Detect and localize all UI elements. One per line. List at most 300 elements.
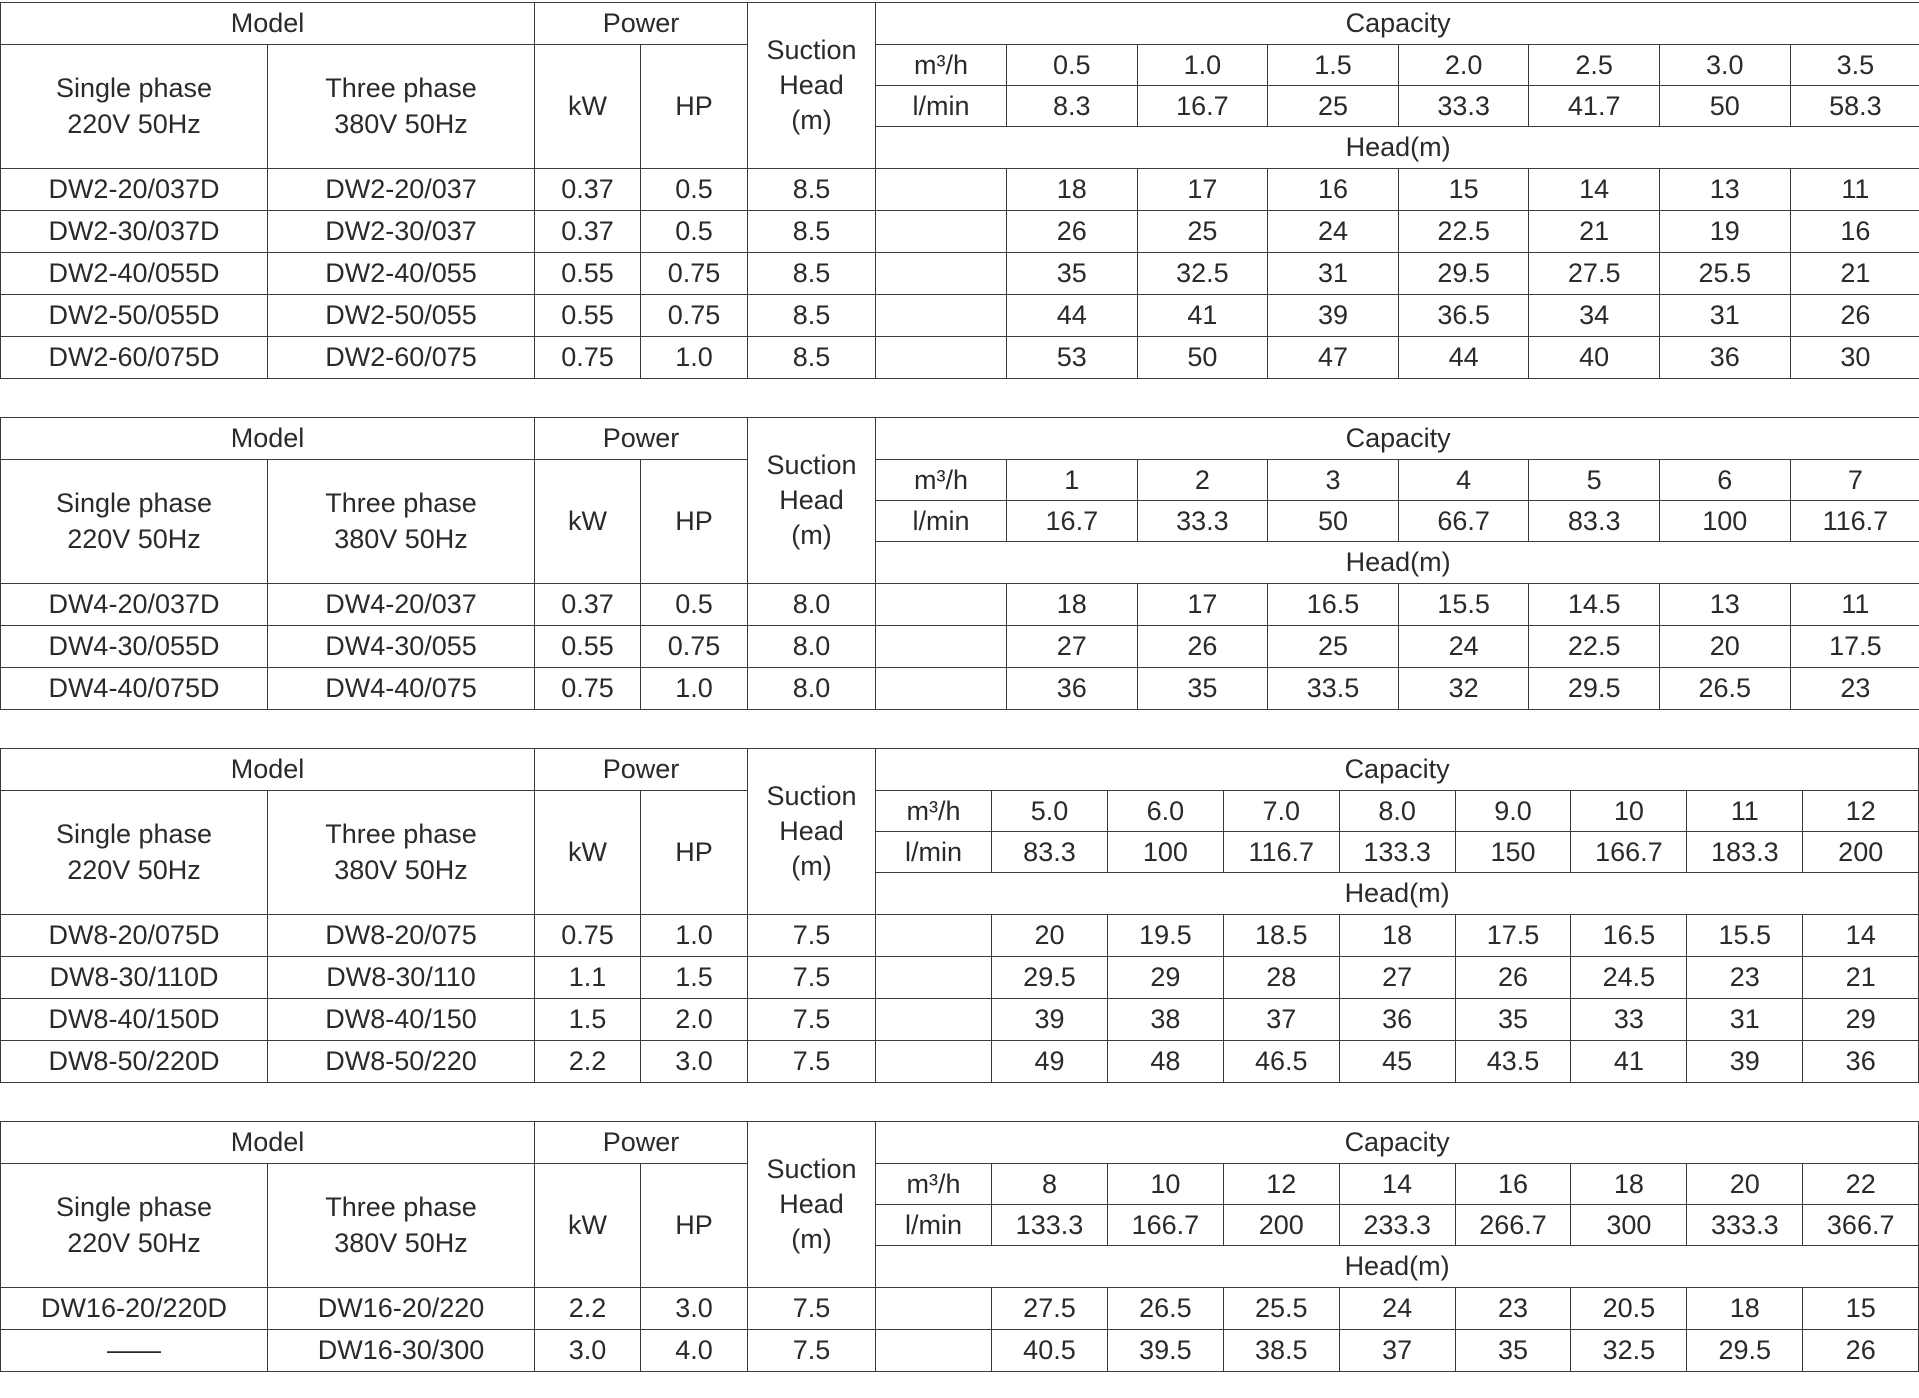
head-value: 26.5 bbox=[1659, 668, 1790, 710]
capacity-m3h-cell: 6.0 bbox=[1107, 791, 1223, 832]
power-hp: 4.0 bbox=[641, 1330, 748, 1372]
head-value: 26 bbox=[1803, 1330, 1919, 1372]
head-header: Head(m) bbox=[876, 873, 1919, 915]
m3h-label: m³/h bbox=[876, 791, 992, 832]
power-kw: 0.55 bbox=[535, 626, 641, 668]
head-value: 41 bbox=[1137, 295, 1268, 337]
suction-unit-label: (m) bbox=[791, 851, 832, 882]
capacity-lmin-cell: 166.7 bbox=[1107, 1205, 1223, 1246]
suction-head-label: Head bbox=[779, 815, 844, 846]
head-value: 23 bbox=[1790, 668, 1919, 710]
head-value: 34 bbox=[1529, 295, 1660, 337]
head-value: 18 bbox=[1687, 1288, 1803, 1330]
three-voltage-label: 380V 50Hz bbox=[334, 1227, 468, 1258]
empty-cell bbox=[876, 295, 1007, 337]
single-phase-header bbox=[1, 45, 268, 169]
single-phase-model: DW2-60/075D bbox=[1, 337, 268, 379]
power-kw: 2.2 bbox=[535, 1288, 641, 1330]
model-header: Model bbox=[1, 749, 535, 791]
head-value: 24 bbox=[1398, 626, 1529, 668]
capacity-m3h-cell: 10 bbox=[1107, 1164, 1223, 1205]
head-value: 36 bbox=[1803, 1041, 1919, 1083]
single-voltage-label: 220V 50Hz bbox=[67, 1227, 201, 1258]
suction-head-value: 8.5 bbox=[748, 337, 876, 379]
capacity-lmin-cell: 200 bbox=[1223, 1205, 1339, 1246]
head-value: 39 bbox=[1687, 1041, 1803, 1083]
suction-head-value: 8.5 bbox=[748, 169, 876, 211]
three-phase-model: DW2-50/055 bbox=[268, 295, 535, 337]
head-value: 33.5 bbox=[1268, 668, 1399, 710]
hp-header: HP bbox=[641, 791, 748, 915]
single-phase-model: DW2-20/037D bbox=[1, 169, 268, 211]
head-value: 45 bbox=[1339, 1041, 1455, 1083]
suction-head-value: 8.5 bbox=[748, 211, 876, 253]
empty-cell bbox=[876, 211, 1007, 253]
head-value: 37 bbox=[1223, 999, 1339, 1041]
head-value: 23 bbox=[1455, 1288, 1571, 1330]
three-phase-model: DW4-40/075 bbox=[268, 668, 535, 710]
head-value: 32.5 bbox=[1571, 1330, 1687, 1372]
power-header: Power bbox=[535, 418, 748, 460]
power-hp: 0.5 bbox=[641, 169, 748, 211]
capacity-m3h-cell: 2.5 bbox=[1529, 45, 1660, 86]
head-value: 16.5 bbox=[1571, 915, 1687, 957]
capacity-lmin-cell: 83.3 bbox=[1529, 501, 1660, 542]
power-kw: 0.75 bbox=[535, 337, 641, 379]
head-value: 29.5 bbox=[1529, 668, 1660, 710]
single-phase-header bbox=[1, 791, 268, 915]
head-value: 36 bbox=[1339, 999, 1455, 1041]
suction-label: Suction bbox=[766, 449, 857, 480]
capacity-m3h-cell: 9.0 bbox=[1455, 791, 1571, 832]
capacity-lmin-cell: 58.3 bbox=[1790, 86, 1919, 127]
head-value: 36 bbox=[1007, 668, 1138, 710]
head-header: Head(m) bbox=[876, 127, 1919, 169]
head-value: 16 bbox=[1790, 211, 1919, 253]
head-value: 16 bbox=[1268, 169, 1399, 211]
head-value: 13 bbox=[1659, 169, 1790, 211]
hp-header: HP bbox=[641, 45, 748, 169]
single-phase-label: Single phase bbox=[55, 819, 213, 850]
suction-head-value: 7.5 bbox=[748, 1330, 876, 1372]
head-value: 22.5 bbox=[1398, 211, 1529, 253]
head-value: 24.5 bbox=[1571, 957, 1687, 999]
suction-head-value: 7.5 bbox=[748, 1041, 876, 1083]
table-row bbox=[1, 169, 1919, 211]
head-value: 39 bbox=[1268, 295, 1399, 337]
single-voltage-label: 220V 50Hz bbox=[67, 108, 201, 139]
head-value: 35 bbox=[1137, 668, 1268, 710]
head-value: 20.5 bbox=[1571, 1288, 1687, 1330]
head-header: Head(m) bbox=[876, 542, 1919, 584]
kw-header: kW bbox=[535, 460, 641, 584]
head-value: 27.5 bbox=[992, 1288, 1108, 1330]
suction-label: Suction bbox=[766, 1153, 857, 1184]
suction-head-value: 8.0 bbox=[748, 584, 876, 626]
head-value: 21 bbox=[1529, 211, 1660, 253]
suction-head-value: 7.5 bbox=[748, 915, 876, 957]
capacity-lmin-cell: 66.7 bbox=[1398, 501, 1529, 542]
single-phase-model: DW8-20/075D bbox=[1, 915, 268, 957]
three-phase-model: DW2-60/075 bbox=[268, 337, 535, 379]
power-header: Power bbox=[535, 1122, 748, 1164]
capacity-m3h-cell: 3 bbox=[1268, 460, 1399, 501]
capacity-m3h-cell: 0.5 bbox=[1007, 45, 1138, 86]
single-phase-header bbox=[1, 460, 268, 584]
capacity-m3h-cell: 1.5 bbox=[1268, 45, 1399, 86]
head-value: 21 bbox=[1790, 253, 1919, 295]
head-value: 36.5 bbox=[1398, 295, 1529, 337]
capacity-lmin-cell: 366.7 bbox=[1803, 1205, 1919, 1246]
empty-cell bbox=[876, 1041, 992, 1083]
suction-head-label: Head bbox=[779, 484, 844, 515]
capacity-lmin-cell: 300 bbox=[1571, 1205, 1687, 1246]
head-value: 15.5 bbox=[1687, 915, 1803, 957]
power-hp: 1.5 bbox=[641, 957, 748, 999]
spec-table-4 bbox=[0, 1121, 1919, 1372]
lmin-label: l/min bbox=[876, 501, 1007, 542]
table-row bbox=[1, 211, 1919, 253]
single-phase-model: DW8-30/110D bbox=[1, 957, 268, 999]
three-phase-model: DW16-20/220 bbox=[268, 1288, 535, 1330]
suction-unit-label: (m) bbox=[791, 1224, 832, 1255]
head-value: 31 bbox=[1268, 253, 1399, 295]
suction-head-value: 7.5 bbox=[748, 999, 876, 1041]
table-row bbox=[1, 668, 1919, 710]
three-phase-model: DW16-30/300 bbox=[268, 1330, 535, 1372]
head-value: 32 bbox=[1398, 668, 1529, 710]
head-value: 31 bbox=[1659, 295, 1790, 337]
power-header: Power bbox=[535, 749, 748, 791]
lmin-label: l/min bbox=[876, 1205, 992, 1246]
head-value: 25.5 bbox=[1659, 253, 1790, 295]
capacity-m3h-cell: 12 bbox=[1803, 791, 1919, 832]
kw-header: kW bbox=[535, 45, 641, 169]
suction-head-value: 8.0 bbox=[748, 668, 876, 710]
three-phase-header bbox=[268, 1164, 535, 1288]
head-value: 18 bbox=[1007, 169, 1138, 211]
head-value: 24 bbox=[1339, 1288, 1455, 1330]
three-phase-model: DW8-20/075 bbox=[268, 915, 535, 957]
head-value: 15.5 bbox=[1398, 584, 1529, 626]
power-kw: 0.37 bbox=[535, 211, 641, 253]
capacity-lmin-cell: 41.7 bbox=[1529, 86, 1660, 127]
head-value: 35 bbox=[1455, 999, 1571, 1041]
head-value: 29.5 bbox=[1398, 253, 1529, 295]
capacity-lmin-cell: 116.7 bbox=[1223, 832, 1339, 873]
three-voltage-label: 380V 50Hz bbox=[334, 108, 468, 139]
head-value: 14.5 bbox=[1529, 584, 1660, 626]
model-header: Model bbox=[1, 1122, 535, 1164]
capacity-m3h-cell: 20 bbox=[1687, 1164, 1803, 1205]
suction-head-header bbox=[748, 418, 876, 584]
capacity-m3h-cell: 1.0 bbox=[1137, 45, 1268, 86]
power-kw: 0.37 bbox=[535, 169, 641, 211]
capacity-m3h-cell: 6 bbox=[1659, 460, 1790, 501]
capacity-lmin-cell: 100 bbox=[1107, 832, 1223, 873]
capacity-m3h-cell: 12 bbox=[1223, 1164, 1339, 1205]
empty-cell bbox=[876, 915, 992, 957]
capacity-lmin-cell: 133.3 bbox=[1339, 832, 1455, 873]
capacity-lmin-cell: 233.3 bbox=[1339, 1205, 1455, 1246]
power-kw: 1.5 bbox=[535, 999, 641, 1041]
head-value: 17 bbox=[1137, 169, 1268, 211]
empty-cell bbox=[876, 1288, 992, 1330]
hp-header: HP bbox=[641, 460, 748, 584]
head-value: 14 bbox=[1529, 169, 1660, 211]
capacity-m3h-cell: 8.0 bbox=[1339, 791, 1455, 832]
capacity-lmin-cell: 50 bbox=[1659, 86, 1790, 127]
suction-head-value: 8.5 bbox=[748, 295, 876, 337]
head-value: 23 bbox=[1687, 957, 1803, 999]
table-row bbox=[1, 1041, 1919, 1083]
table-row bbox=[1, 999, 1919, 1041]
table-row bbox=[1, 1288, 1919, 1330]
empty-cell bbox=[876, 169, 1007, 211]
power-hp: 0.5 bbox=[641, 584, 748, 626]
head-value: 43.5 bbox=[1455, 1041, 1571, 1083]
single-phase-model: DW4-40/075D bbox=[1, 668, 268, 710]
head-value: 35 bbox=[1455, 1330, 1571, 1372]
capacity-m3h-cell: 5.0 bbox=[992, 791, 1108, 832]
single-phase-label: Single phase bbox=[55, 488, 213, 519]
lmin-label: l/min bbox=[876, 832, 992, 873]
head-value: 17 bbox=[1137, 584, 1268, 626]
suction-head-header bbox=[748, 3, 876, 169]
head-value: 16.5 bbox=[1268, 584, 1399, 626]
capacity-lmin-cell: 100 bbox=[1659, 501, 1790, 542]
head-value: 26 bbox=[1137, 626, 1268, 668]
three-phase-model: DW8-40/150 bbox=[268, 999, 535, 1041]
head-value: 11 bbox=[1790, 169, 1919, 211]
table-row bbox=[1, 957, 1919, 999]
head-value: 29 bbox=[1803, 999, 1919, 1041]
model-header: Model bbox=[1, 418, 535, 460]
power-kw: 3.0 bbox=[535, 1330, 641, 1372]
head-value: 26 bbox=[1790, 295, 1919, 337]
power-kw: 0.75 bbox=[535, 915, 641, 957]
empty-cell bbox=[876, 337, 1007, 379]
head-value: 17.5 bbox=[1790, 626, 1919, 668]
three-phase-model: DW4-30/055 bbox=[268, 626, 535, 668]
capacity-lmin-cell: 16.7 bbox=[1137, 86, 1268, 127]
capacity-lmin-cell: 200 bbox=[1803, 832, 1919, 873]
capacity-header: Capacity bbox=[876, 1122, 1919, 1164]
model-header: Model bbox=[1, 3, 535, 45]
three-phase-model: DW2-20/037 bbox=[268, 169, 535, 211]
capacity-m3h-cell: 3.5 bbox=[1790, 45, 1919, 86]
power-kw: 2.2 bbox=[535, 1041, 641, 1083]
suction-label: Suction bbox=[766, 34, 857, 65]
capacity-lmin-cell: 16.7 bbox=[1007, 501, 1138, 542]
three-phase-label: Three phase bbox=[325, 73, 477, 104]
three-phase-label: Three phase bbox=[325, 1192, 477, 1223]
head-value: 27 bbox=[1339, 957, 1455, 999]
head-value: 25 bbox=[1137, 211, 1268, 253]
head-value: 28 bbox=[1223, 957, 1339, 999]
capacity-m3h-cell: 1 bbox=[1007, 460, 1138, 501]
three-voltage-label: 380V 50Hz bbox=[334, 523, 468, 554]
head-value: 47 bbox=[1268, 337, 1399, 379]
capacity-m3h-cell: 10 bbox=[1571, 791, 1687, 832]
capacity-lmin-cell: 25 bbox=[1268, 86, 1399, 127]
head-value: 29.5 bbox=[1687, 1330, 1803, 1372]
capacity-lmin-cell: 166.7 bbox=[1571, 832, 1687, 873]
power-header: Power bbox=[535, 3, 748, 45]
head-value: 29 bbox=[1107, 957, 1223, 999]
head-value: 19 bbox=[1659, 211, 1790, 253]
head-value: 29.5 bbox=[992, 957, 1108, 999]
head-value: 27 bbox=[1007, 626, 1138, 668]
table-row bbox=[1, 1330, 1919, 1372]
power-hp: 0.75 bbox=[641, 626, 748, 668]
capacity-m3h-cell: 2 bbox=[1137, 460, 1268, 501]
power-hp: 0.75 bbox=[641, 253, 748, 295]
capacity-lmin-cell: 266.7 bbox=[1455, 1205, 1571, 1246]
head-value: 44 bbox=[1007, 295, 1138, 337]
power-hp: 1.0 bbox=[641, 668, 748, 710]
capacity-lmin-cell: 133.3 bbox=[992, 1205, 1108, 1246]
capacity-lmin-cell: 33.3 bbox=[1137, 501, 1268, 542]
head-value: 20 bbox=[1659, 626, 1790, 668]
power-hp: 3.0 bbox=[641, 1041, 748, 1083]
head-value: 22.5 bbox=[1529, 626, 1660, 668]
three-phase-model: DW4-20/037 bbox=[268, 584, 535, 626]
capacity-lmin-cell: 83.3 bbox=[992, 832, 1108, 873]
spec-table-1 bbox=[0, 2, 1919, 379]
table-row bbox=[1, 915, 1919, 957]
single-phase-model: DW16-20/220D bbox=[1, 1288, 268, 1330]
suction-head-label: Head bbox=[779, 1188, 844, 1219]
table-row bbox=[1, 295, 1919, 337]
suction-head-header bbox=[748, 1122, 876, 1288]
capacity-lmin-cell: 50 bbox=[1268, 501, 1399, 542]
capacity-m3h-cell: 8 bbox=[992, 1164, 1108, 1205]
power-hp: 1.0 bbox=[641, 915, 748, 957]
head-value: 11 bbox=[1790, 584, 1919, 626]
empty-cell bbox=[876, 584, 1007, 626]
head-value: 49 bbox=[992, 1041, 1108, 1083]
single-phase-model: DW2-50/055D bbox=[1, 295, 268, 337]
head-value: 36 bbox=[1659, 337, 1790, 379]
head-value: 17.5 bbox=[1455, 915, 1571, 957]
m3h-label: m³/h bbox=[876, 460, 1007, 501]
single-phase-label: Single phase bbox=[55, 73, 213, 104]
three-phase-label: Three phase bbox=[325, 819, 477, 850]
single-phase-model: —— bbox=[1, 1330, 268, 1372]
suction-head-value: 7.5 bbox=[748, 1288, 876, 1330]
power-kw: 0.55 bbox=[535, 295, 641, 337]
head-value: 20 bbox=[992, 915, 1108, 957]
single-phase-model: DW4-20/037D bbox=[1, 584, 268, 626]
three-phase-model: DW2-40/055 bbox=[268, 253, 535, 295]
hp-header: HP bbox=[641, 1164, 748, 1288]
head-value: 25 bbox=[1268, 626, 1399, 668]
head-value: 19.5 bbox=[1107, 915, 1223, 957]
suction-unit-label: (m) bbox=[791, 105, 832, 136]
capacity-m3h-cell: 7 bbox=[1790, 460, 1919, 501]
table-row bbox=[1, 253, 1919, 295]
three-phase-label: Three phase bbox=[325, 488, 477, 519]
capacity-lmin-cell: 116.7 bbox=[1790, 501, 1919, 542]
head-value: 14 bbox=[1803, 915, 1919, 957]
head-value: 39 bbox=[992, 999, 1108, 1041]
three-voltage-label: 380V 50Hz bbox=[334, 854, 468, 885]
head-value: 44 bbox=[1398, 337, 1529, 379]
power-hp: 2.0 bbox=[641, 999, 748, 1041]
head-value: 32.5 bbox=[1137, 253, 1268, 295]
three-phase-model: DW2-30/037 bbox=[268, 211, 535, 253]
single-phase-model: DW2-40/055D bbox=[1, 253, 268, 295]
head-value: 38.5 bbox=[1223, 1330, 1339, 1372]
head-value: 18 bbox=[1007, 584, 1138, 626]
empty-cell bbox=[876, 999, 992, 1041]
suction-head-label: Head bbox=[779, 69, 844, 100]
single-phase-model: DW8-50/220D bbox=[1, 1041, 268, 1083]
head-value: 41 bbox=[1571, 1041, 1687, 1083]
single-voltage-label: 220V 50Hz bbox=[67, 854, 201, 885]
capacity-m3h-cell: 22 bbox=[1803, 1164, 1919, 1205]
lmin-label: l/min bbox=[876, 86, 1007, 127]
head-value: 48 bbox=[1107, 1041, 1223, 1083]
capacity-m3h-cell: 2.0 bbox=[1398, 45, 1529, 86]
head-value: 27.5 bbox=[1529, 253, 1660, 295]
capacity-m3h-cell: 14 bbox=[1339, 1164, 1455, 1205]
capacity-m3h-cell: 4 bbox=[1398, 460, 1529, 501]
capacity-lmin-cell: 333.3 bbox=[1687, 1205, 1803, 1246]
single-phase-label: Single phase bbox=[55, 1192, 213, 1223]
kw-header: kW bbox=[535, 791, 641, 915]
capacity-m3h-cell: 11 bbox=[1687, 791, 1803, 832]
capacity-lmin-cell: 183.3 bbox=[1687, 832, 1803, 873]
single-phase-model: DW4-30/055D bbox=[1, 626, 268, 668]
m3h-label: m³/h bbox=[876, 1164, 992, 1205]
head-value: 15 bbox=[1398, 169, 1529, 211]
single-phase-model: DW8-40/150D bbox=[1, 999, 268, 1041]
empty-cell bbox=[876, 626, 1007, 668]
head-header: Head(m) bbox=[876, 1246, 1919, 1288]
three-phase-header bbox=[268, 45, 535, 169]
head-value: 39.5 bbox=[1107, 1330, 1223, 1372]
power-kw: 1.1 bbox=[535, 957, 641, 999]
head-value: 53 bbox=[1007, 337, 1138, 379]
head-value: 35 bbox=[1007, 253, 1138, 295]
head-value: 24 bbox=[1268, 211, 1399, 253]
suction-head-value: 7.5 bbox=[748, 957, 876, 999]
capacity-header: Capacity bbox=[876, 749, 1919, 791]
capacity-lmin-cell: 8.3 bbox=[1007, 86, 1138, 127]
capacity-lmin-cell: 33.3 bbox=[1398, 86, 1529, 127]
capacity-m3h-cell: 5 bbox=[1529, 460, 1660, 501]
suction-label: Suction bbox=[766, 780, 857, 811]
capacity-header: Capacity bbox=[876, 3, 1919, 45]
capacity-m3h-cell: 16 bbox=[1455, 1164, 1571, 1205]
capacity-m3h-cell: 3.0 bbox=[1659, 45, 1790, 86]
three-phase-header bbox=[268, 791, 535, 915]
power-hp: 3.0 bbox=[641, 1288, 748, 1330]
single-phase-header bbox=[1, 1164, 268, 1288]
head-value: 30 bbox=[1790, 337, 1919, 379]
head-value: 18.5 bbox=[1223, 915, 1339, 957]
three-phase-model: DW8-30/110 bbox=[268, 957, 535, 999]
head-value: 26 bbox=[1455, 957, 1571, 999]
power-hp: 0.75 bbox=[641, 295, 748, 337]
head-value: 18 bbox=[1339, 915, 1455, 957]
three-phase-model: DW8-50/220 bbox=[268, 1041, 535, 1083]
empty-cell bbox=[876, 668, 1007, 710]
head-value: 50 bbox=[1137, 337, 1268, 379]
head-value: 26 bbox=[1007, 211, 1138, 253]
